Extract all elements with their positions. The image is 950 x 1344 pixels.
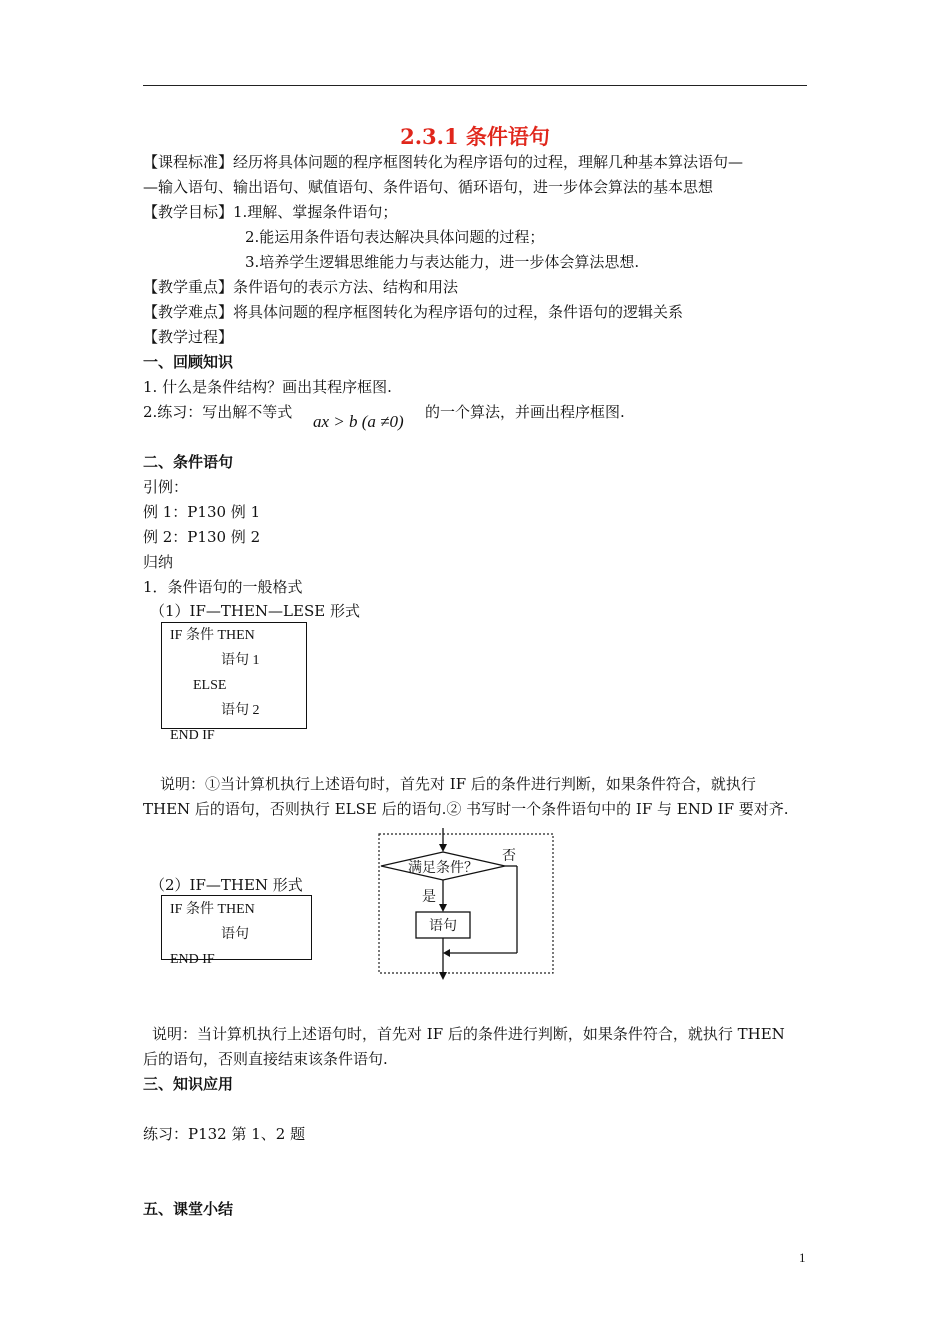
section1-heading: 一、回顾知识 bbox=[143, 353, 234, 371]
course-standard-line-1: 【课程标准】经历将具体问题的程序框图转化为程序语句的过程，理解几种基本算法语句— bbox=[143, 153, 744, 171]
example-2: 例 2：P130 例 2 bbox=[143, 528, 261, 546]
section3-heading: 三、知识应用 bbox=[143, 1075, 234, 1093]
flowchart-condition-label: 满足条件？ bbox=[408, 860, 478, 876]
page-title: 2.3.1 条件语句 bbox=[400, 124, 550, 149]
note2-line-1: 说明：当计算机执行上述语句时，首先对 IF 后的条件进行判断，如果条件符合，就执行 THEN bbox=[152, 1025, 785, 1043]
form2-code-line-3: END IF bbox=[170, 952, 215, 967]
flowchart-entry-arrow bbox=[439, 844, 447, 852]
form1-title: （1）IF—THEN—LESE 形式 bbox=[150, 602, 360, 620]
form1-code-line-5: END IF bbox=[170, 728, 215, 743]
practice-exercise: 练习：P132 第 1、2 题 bbox=[143, 1125, 306, 1143]
intro-label: 引例： bbox=[143, 478, 189, 496]
page-number: 1 bbox=[799, 1250, 806, 1265]
form1-code-line-3: ELSE bbox=[193, 678, 227, 693]
form1-code-line-2: 语句 1 bbox=[221, 653, 260, 668]
teaching-goal-2: 2.能运用条件语句表达解决具体问题的过程； bbox=[245, 228, 545, 246]
note1-line-1: 说明：①当计算机执行上述语句时，首先对 IF 后的条件进行判断，如果条件符合，就执行 bbox=[160, 775, 756, 793]
teaching-key-point: 【教学重点】条件语句的表示方法、结构和用法 bbox=[143, 278, 459, 296]
flowchart-yes-label: 是 bbox=[422, 889, 436, 905]
inequality-formula: ax > b (a ≠0) bbox=[313, 412, 404, 431]
flowchart-statement-label: 语句 bbox=[429, 918, 457, 934]
flowchart-merge-arrow bbox=[443, 949, 450, 957]
summary-label: 归纳 bbox=[143, 553, 174, 571]
review-item-2-prefix: 2.练习：写出解不等式 bbox=[143, 403, 293, 421]
note2-line-2: 后的语句，否则直接结束该条件语句. bbox=[143, 1050, 388, 1068]
teaching-goal-1: 【教学目标】1.理解、掌握条件语句； bbox=[143, 203, 398, 221]
format-title: 1．条件语句的一般格式 bbox=[143, 578, 303, 596]
teaching-goal-3: 3.培养学生逻辑思维能力与表达能力，进一步体会算法思想. bbox=[245, 253, 640, 271]
if-then-flowchart bbox=[370, 828, 565, 988]
section2-heading: 二、条件语句 bbox=[143, 453, 234, 471]
teaching-difficulty: 【教学难点】将具体问题的程序框图转化为程序语句的过程，条件语句的逻辑关系 bbox=[143, 303, 684, 321]
flowchart-exit-arrow bbox=[439, 972, 447, 980]
review-item-2-suffix: 的一个算法，并画出程序框图. bbox=[425, 403, 625, 421]
header-rule bbox=[143, 85, 807, 86]
form1-code-line-4: 语句 2 bbox=[221, 703, 260, 718]
form2-code-line-1: IF 条件 THEN bbox=[170, 902, 255, 917]
teaching-process: 【教学过程】 bbox=[143, 328, 234, 346]
flowchart-dotted-frame bbox=[379, 834, 553, 973]
flowchart-yes-arrow bbox=[439, 904, 447, 912]
flowchart-no-label: 否 bbox=[502, 848, 516, 864]
form1-code-line-1: IF 条件 THEN bbox=[170, 628, 255, 643]
course-standard-line-2: —输入语句、输出语句、赋值语句、条件语句、循环语句，进一步体会算法的基本思想 bbox=[143, 178, 714, 196]
example-1: 例 1：P130 例 1 bbox=[143, 503, 261, 521]
form2-title: （2）IF—THEN 形式 bbox=[150, 876, 303, 894]
section5-heading: 五、课堂小结 bbox=[143, 1200, 234, 1218]
form2-code-line-2: 语句 bbox=[221, 927, 249, 942]
review-item-1: 1. 什么是条件结构？画出其程序框图. bbox=[143, 378, 392, 396]
note1-line-2: THEN 后的语句，否则执行 ELSE 后的语句.② 书写时一个条件语句中的 IF 与 END IF 要对齐. bbox=[143, 800, 789, 818]
